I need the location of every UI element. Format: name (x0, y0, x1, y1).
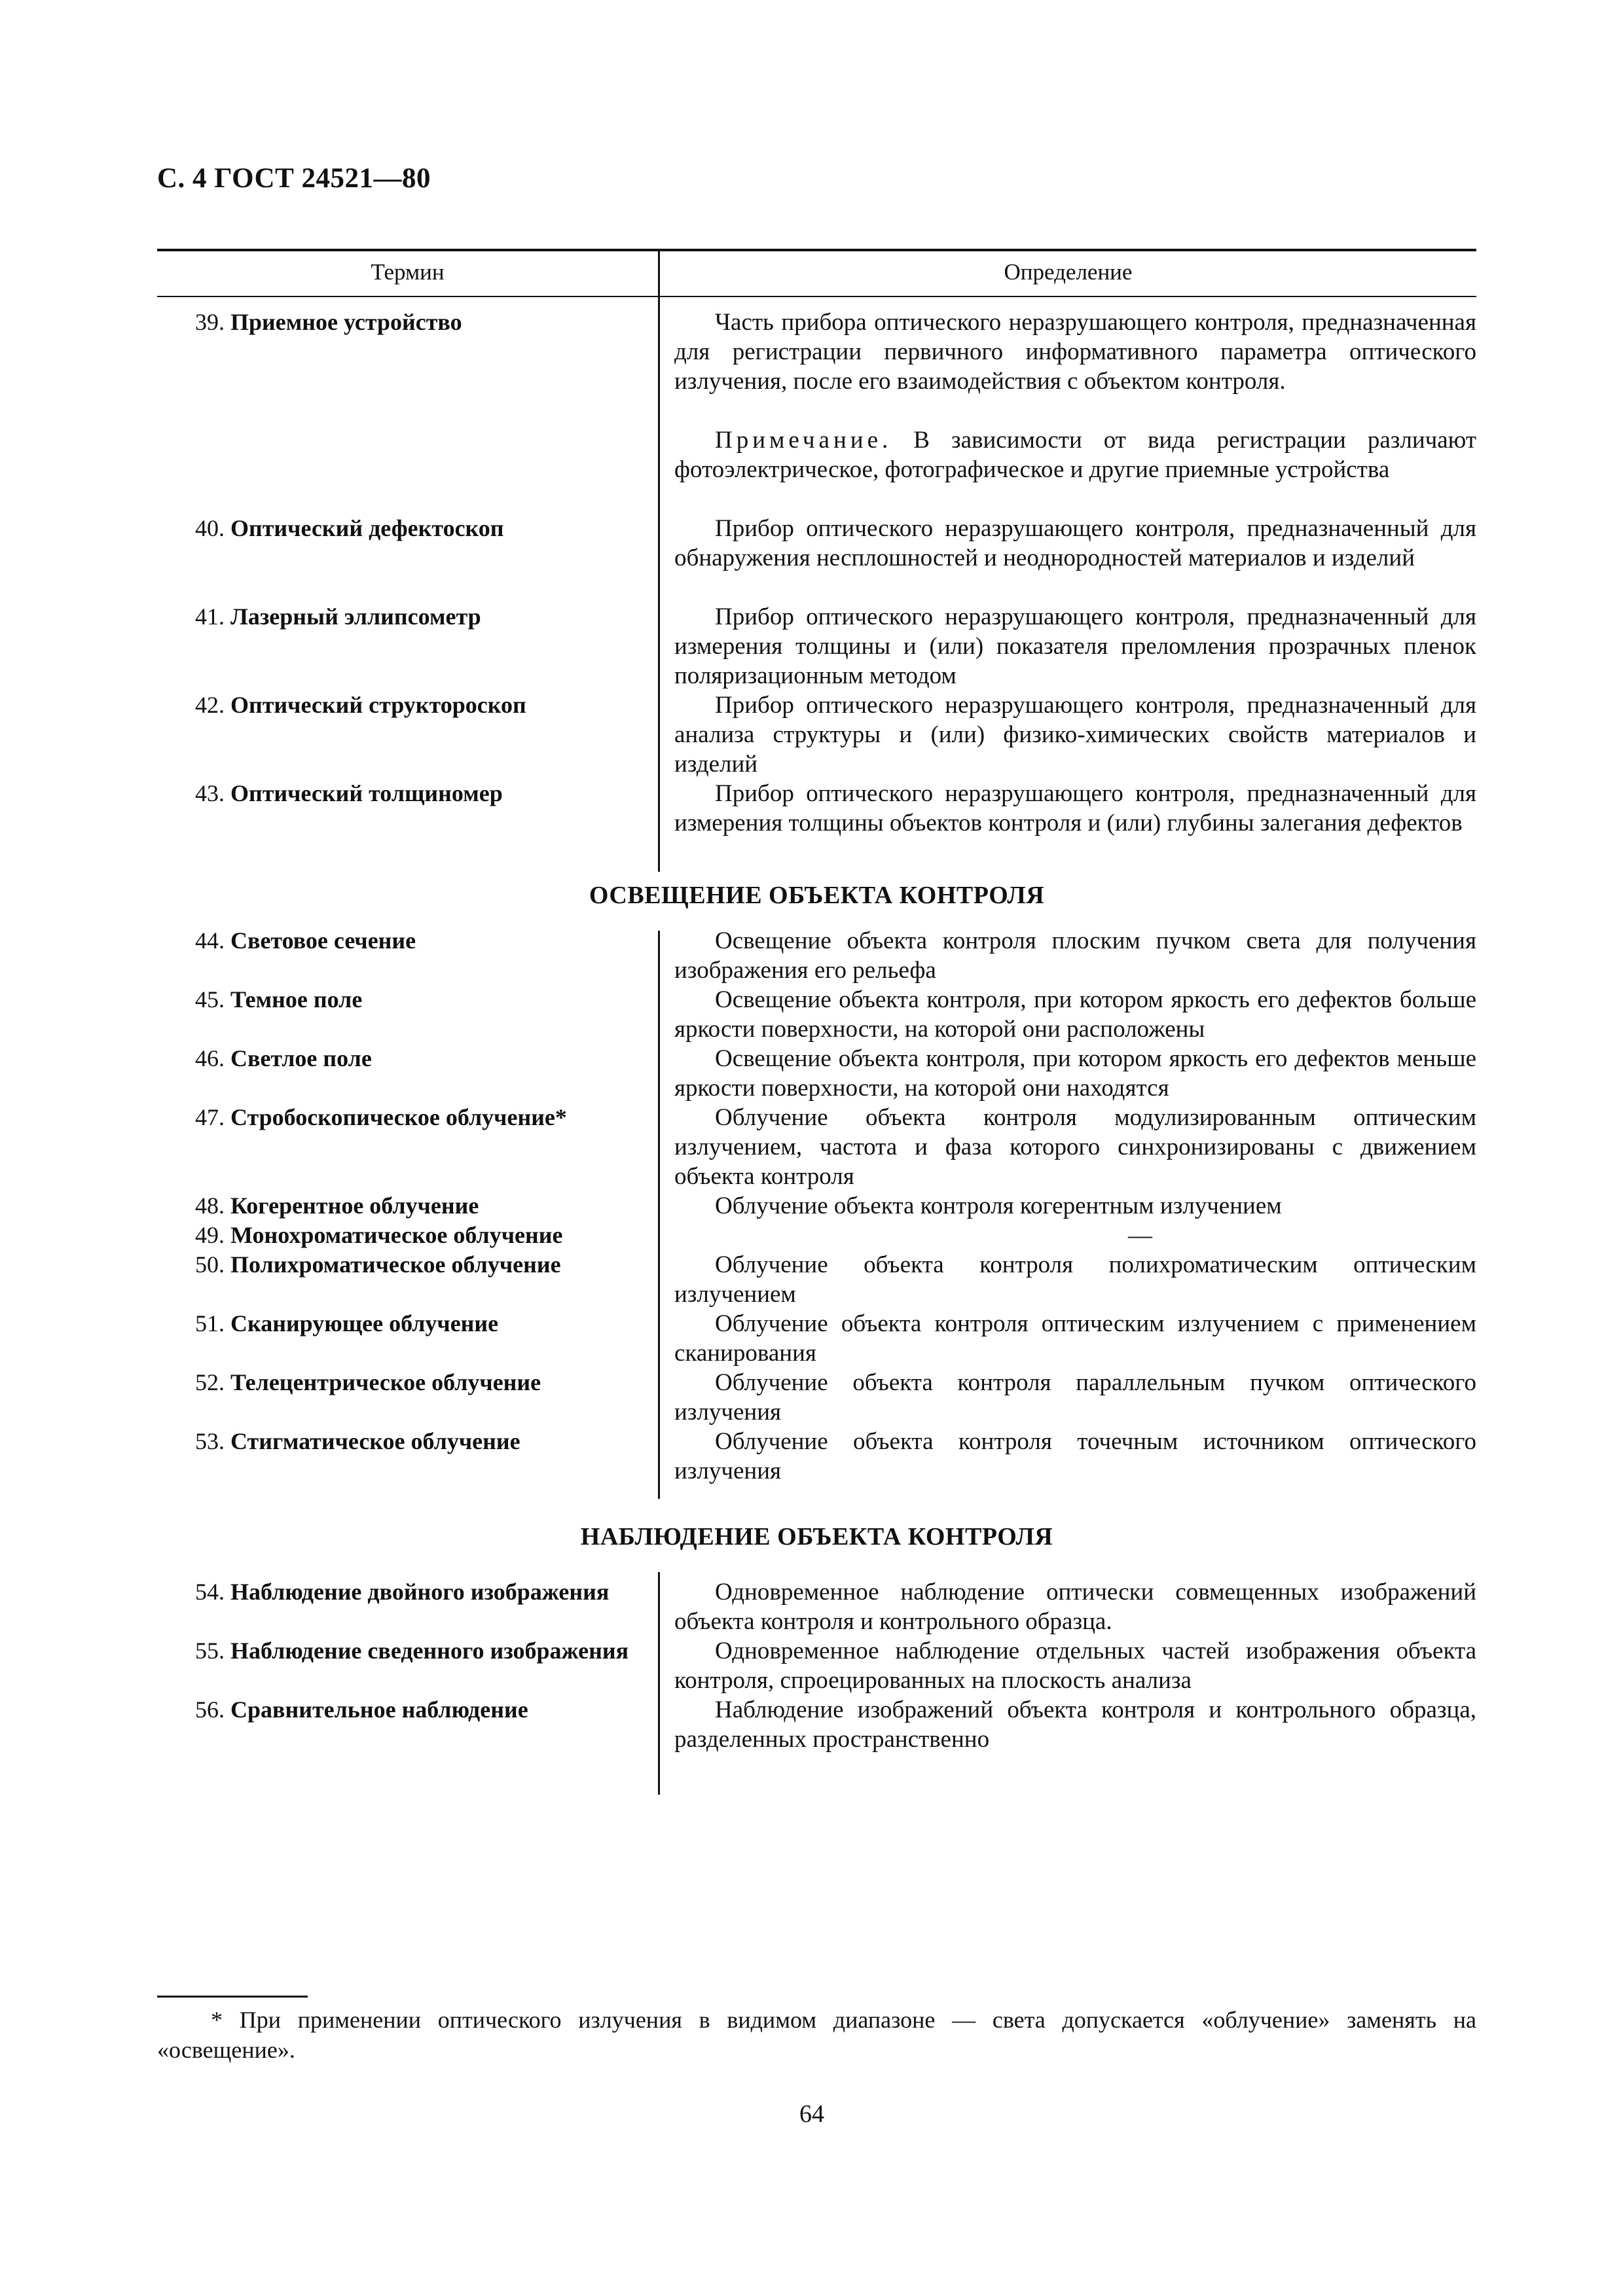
term-name: Световое сечение (230, 927, 416, 954)
definition-56: Наблюдение изображений объекта контроля и контрольного образца, разделенных пространственно (674, 1696, 1476, 1753)
term-number: 41. (195, 603, 225, 630)
definition-40: Прибор оптического неразрушающего контроля, предназначенный для обнаружения несплошностей и неоднородностей материалов и изделий (674, 515, 1476, 571)
term-42 (157, 691, 702, 720)
term-number: 50. (195, 1251, 225, 1278)
definition-51: Облучение объекта контроля оптическим излучением с применением сканирования (674, 1310, 1476, 1367)
term-51 (157, 1309, 702, 1338)
term-43 (157, 779, 702, 808)
term-name: Темное поле (230, 986, 363, 1013)
term-number: 55. (195, 1638, 225, 1664)
term-number: 42. (195, 692, 225, 718)
definition-41: Прибор оптического неразрушающего контроля, предназначенный для измерения толщины и (или) показателя преломления прозрачных пленок поляризационным методом (674, 603, 1476, 689)
definition-54: Одновременное наблюдение оптически совмещенных изображений объекта контроля и контрольного образца. (674, 1579, 1476, 1635)
definition-47: Облучение объекта контроля модулизированным оптическим излучением, частота и фаза которого синхронизированы с движением объекта контроля (674, 1104, 1476, 1190)
term-53 (157, 1427, 702, 1456)
term-41 (157, 602, 702, 632)
term-name: Наблюдение сведенного изображения (230, 1638, 629, 1664)
term-number: 53. (195, 1428, 225, 1454)
definition-44: Освещение объекта контроля плоским пучком света для получения изображения его рельефа (674, 927, 1476, 984)
section-heading-observation: НАБЛЮДЕНИЕ ОБЪЕКТА КОНТРОЛЯ (580, 1523, 1053, 1551)
table-header-rule (157, 296, 1476, 297)
page-header: С. 4 ГОСТ 24521—80 (157, 163, 431, 194)
term-name: Когерентное облучение (230, 1193, 479, 1219)
term-39 (157, 308, 702, 337)
term-number: 52. (195, 1369, 225, 1395)
term-number: 47. (195, 1104, 225, 1130)
term-name: Стигматическое облучение (230, 1428, 520, 1454)
definition-39: Часть прибора оптического неразрушающего контроля, предназначенная для регистрации первичного информативного параметра оптического излучения, после его взаимодействия с объектом контроля. (674, 309, 1476, 395)
term-44 (157, 926, 702, 956)
term-40 (157, 514, 702, 543)
definition-50: Облучение объекта контроля полихроматическим оптическим излучением (674, 1251, 1476, 1308)
definition-49: — (1128, 1222, 1152, 1249)
section-heading-illumination: ОСВЕЩЕНИЕ ОБЪЕКТА КОНТРОЛЯ (589, 882, 1045, 909)
term-49 (157, 1221, 702, 1250)
column-header-definition: Определение (1004, 259, 1133, 285)
table-top-rule (157, 249, 1476, 251)
term-name: Лазерный эллипсометр (230, 603, 481, 630)
note-39 (674, 425, 1476, 484)
footnote-text: * При применении оптического излучения в видимом диапазоне — света допускается «облучение» заменять на «освещение». (157, 2007, 1476, 2063)
term-name: Светлое поле (230, 1045, 372, 1071)
term-48 (157, 1191, 702, 1221)
term-name: Приемное устройство (230, 309, 462, 335)
term-name: Оптический толщиномер (230, 780, 503, 806)
definition-52: Облучение объекта контроля параллельным пучком оптического излучения (674, 1369, 1476, 1426)
term-number: 40. (195, 515, 225, 541)
term-47 (157, 1103, 702, 1132)
definition-53: Облучение объекта контроля точечным источником оптического излучения (674, 1428, 1476, 1484)
term-name: Наблюдение двойного изображения (230, 1579, 610, 1605)
term-number: 49. (195, 1222, 225, 1248)
term-52 (157, 1368, 702, 1397)
note-label: Примечание. (715, 427, 892, 454)
term-56 (157, 1695, 702, 1725)
definition-43: Прибор оптического неразрушающего контроля, предназначенный для измерения толщины объектов контроля и (или) глубины залегания дефектов (674, 780, 1476, 836)
term-name: Телецентрическое облучение (230, 1369, 541, 1395)
term-number: 39. (195, 309, 225, 335)
term-number: 54. (195, 1579, 225, 1605)
term-name: Полихроматическое облучение (230, 1251, 561, 1278)
note-text: В зависимости от вида регистрации различают фотоэлектрическое, фотографическое и другие приемные устройства (674, 427, 1476, 483)
term-name: Сканирующее облучение (230, 1310, 499, 1336)
term-number: 43. (195, 780, 225, 806)
term-number: 45. (195, 986, 225, 1013)
definition-48: Облучение объекта контроля когерентным излучением (715, 1193, 1282, 1219)
term-number: 46. (195, 1045, 225, 1071)
term-number: 44. (195, 927, 225, 954)
term-number: 56. (195, 1696, 225, 1723)
term-name: Оптический дефектоскоп (230, 515, 504, 541)
term-name: Оптический структороскоп (230, 692, 526, 718)
definition-42: Прибор оптического неразрушающего контроля, предназначенный для анализа структуры и (или) физико-химических свойств материалов и изделий (674, 692, 1476, 778)
footnote (157, 2005, 1476, 2065)
term-number: 48. (195, 1193, 225, 1219)
term-54 (157, 1577, 702, 1607)
definition-45: Освещение объекта контроля, при котором яркость его дефектов больше яркости поверхности, на которой они расположены (674, 986, 1476, 1043)
definition-46: Освещение объекта контроля, при котором яркость его дефектов меньше яркости поверхности, на которой они находятся (674, 1045, 1476, 1102)
term-45 (157, 985, 702, 1014)
footnote-rule (157, 1996, 308, 1998)
page-number: 64 (799, 2100, 824, 2128)
term-name: Сравнительное наблюдение (230, 1696, 528, 1723)
column-header-term: Термин (371, 259, 445, 285)
term-50 (157, 1250, 702, 1280)
term-name: Монохроматическое облучение (230, 1222, 563, 1248)
term-55 (157, 1636, 653, 1666)
definition-55: Одновременное наблюдение отдельных частей изображения объекта контроля, спроецированных на плоскость анализа (674, 1638, 1476, 1694)
term-46 (157, 1044, 702, 1073)
term-name: Стробоскопическое облучение* (230, 1104, 567, 1130)
term-number: 51. (195, 1310, 225, 1336)
